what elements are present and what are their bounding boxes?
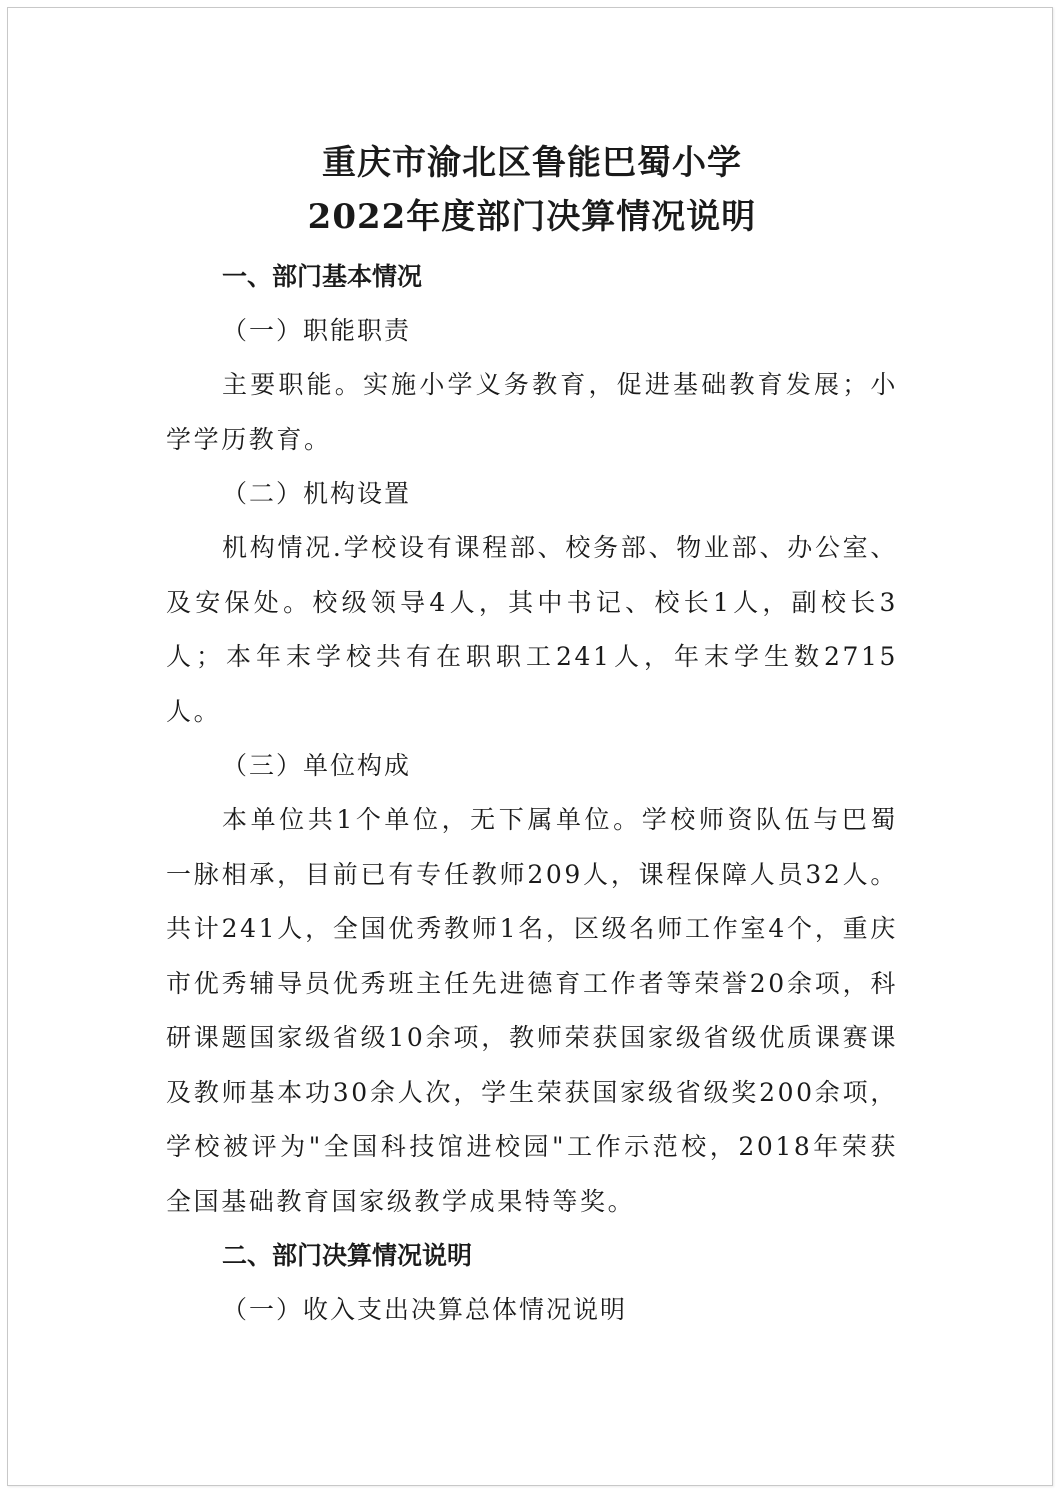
document-body bbox=[166, 136, 898, 1337]
section-heading-final-accounts: 二、部门决算情况说明 bbox=[222, 1241, 473, 1270]
paragraph-organization: 机构情况.学校设有课程部、校务部、物业部、办公室、及安保处。校级领导4人，其中书记、校长1人，副校长3人；本年末学校共有在职职工241人，年末学生数2715人。 bbox=[166, 533, 898, 726]
subheading-functions: （一）职能职责 bbox=[222, 316, 412, 345]
paragraph-functions: 主要职能。实施小学义务教育，促进基础教育发展；小学学历教育。 bbox=[166, 370, 898, 454]
document-page bbox=[7, 7, 1053, 1486]
subheading-organization: （二）机构设置 bbox=[222, 479, 412, 508]
section-heading-basic-info: 一、部门基本情况 bbox=[222, 262, 423, 291]
subheading-income-expenditure: （一）收入支出决算总体情况说明 bbox=[222, 1295, 628, 1324]
paragraph-unit-composition: 本单位共1个单位，无下属单位。学校师资队伍与巴蜀一脉相承，目前已有专任教师209人，课程保障人员32人。共计241人，全国优秀教师1名，区级名师工作室4个，重庆市优秀辅导员优秀班主任先进德育工作者等荣誉20余项，科研课题国家级省级10余项，教师荣获国家级省级优质课赛课及教师基本功30余人次，学生荣获国家级省级奖200余项，学校被评为"全国科技馆进校园"工作示范校，2018年荣获全国基础教育国家级教学成果特等奖。 bbox=[166, 805, 898, 1216]
document-title-line1: 重庆市渝北区鲁能巴蜀小学 bbox=[322, 143, 742, 183]
document-title-line2: 2022年度部门决算情况说明 bbox=[307, 197, 757, 237]
subheading-unit-composition: （三）单位构成 bbox=[222, 751, 412, 780]
